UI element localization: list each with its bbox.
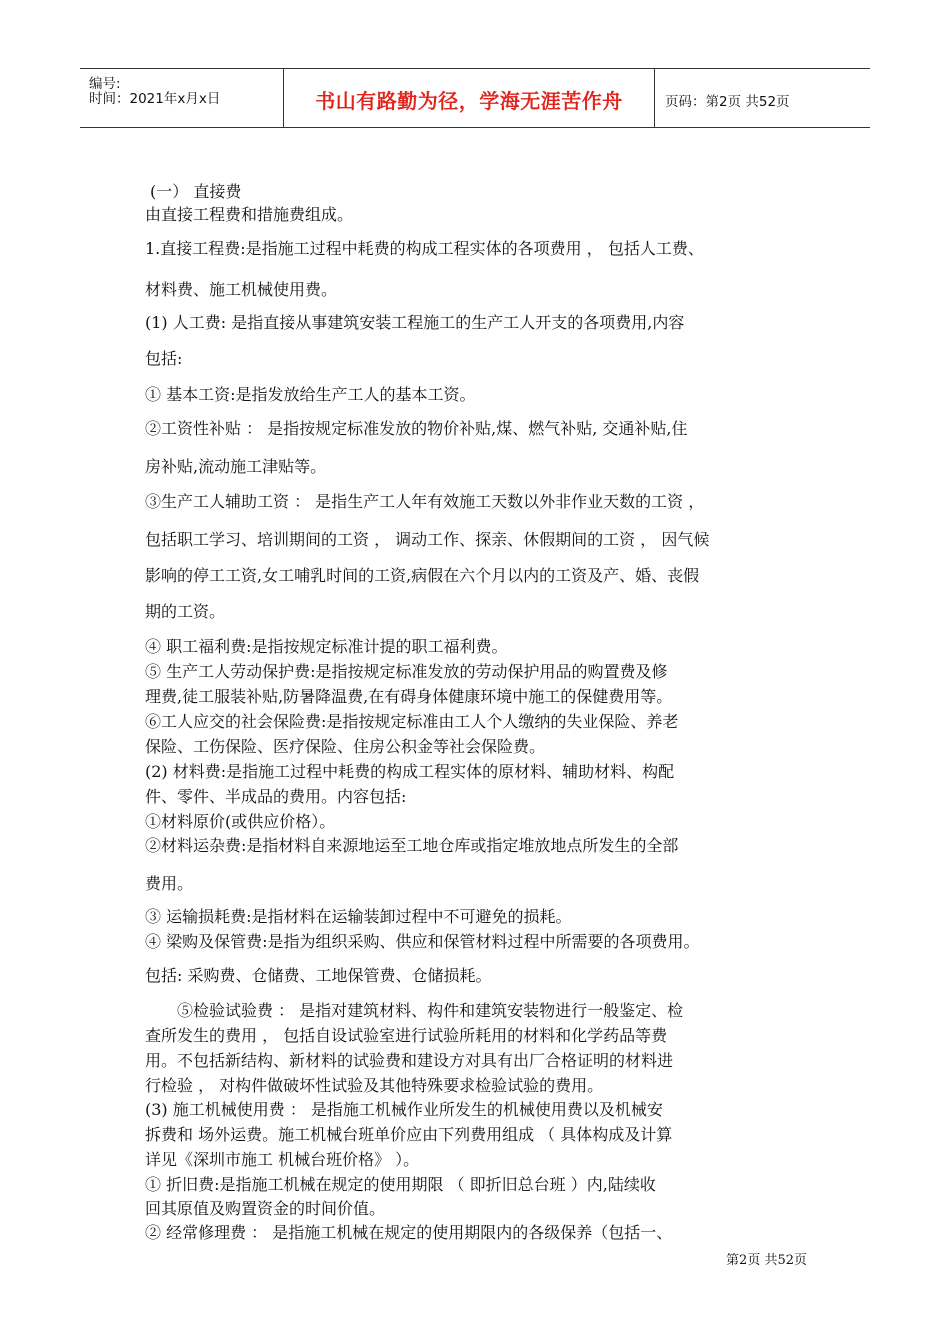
paragraph-line: (1) 人工费: 是指直接从事建筑安装工程施工的生产工人开支的各项费用,内容 [145,313,685,332]
paragraph-line: 包括: [145,349,183,368]
paragraph-line: ③ 运输损耗费:是指材料在运输装卸过程中不可避免的损耗。 [145,907,572,926]
paragraph-line: 用。不包括新结构、新材料的试验费和建设方对具有出厂合格证明的材料进 [145,1051,674,1070]
page-header [80,68,870,128]
paragraph-line: ④ 职工福利费:是指按规定标准计提的职工福利费。 [145,637,508,656]
paragraph-line: ⑤ 生产工人劳动保护费:是指按规定标准发放的劳动保护用品的购置费及修 [145,662,668,681]
paragraph-line: 1.直接工程费:是指施工过程中耗费的构成工程实体的各项费用 ， 包括人工费、 [145,239,704,258]
header-motto: 书山有路勤为径，学海无涯苦作舟 [315,89,623,113]
header-info-cell [80,69,283,127]
paragraph-line: ②工资性补贴 ： 是指按规定标准发放的物价补贴,煤、燃气补贴, 交通补贴,住 [145,419,688,438]
paragraph-line: 材料费、施工机械使用费。 [145,280,338,299]
paragraph-line: ②材料运杂费:是指材料自来源地运至工地仓库或指定堆放地点所发生的全部 [145,836,679,855]
paragraph-line: (3) 施工机械使用费 ： 是指施工机械作业所发生的机械使用费以及机械安 [145,1100,663,1119]
document-time-label: 时间：2021年x月x日 [89,91,221,107]
paragraph-line: 件、零件、半成品的费用。内容包括: [145,787,407,806]
paragraph-line: 回其原值及购置资金的时间价值。 [145,1199,386,1218]
paragraph-line: 由直接工程费和措施费组成。 [145,205,354,224]
paragraph-line: ⑤检验试验费 ： 是指对建筑材料、构件和建筑安装物进行一般鉴定、检 [177,1001,684,1020]
paragraph-line: ② 经常修理费 ： 是指施工机械在规定的使用期限内的各级保养（包括一、 [145,1223,673,1242]
paragraph-line: 房补贴,流动施工津贴等。 [145,457,327,476]
paragraph-line: 费用。 [145,874,194,893]
paragraph-line: ⑥工人应交的社会保险费:是指按规定标准由工人个人缴纳的失业保险、养老 [145,712,679,731]
paragraph-line: 理费,徒工服装补贴,防暑降温费,在有碍身体健康环境中施工的保健费用等。 [145,687,673,706]
paragraph-line: 行检验 ， 对构件做破坏性试验及其他特殊要求检验试验的费用。 [145,1076,604,1095]
document-number-label: 编号: [89,76,121,92]
section-heading: (一） 直接费 [150,182,242,201]
header-page-number: 页码：第2页 共52页 [665,94,790,110]
paragraph-line: 期的工资。 [145,602,226,621]
paragraph-line: ① 基本工资:是指发放给生产工人的基本工资。 [145,385,476,404]
paragraph-line: ③生产工人辅助工资 ： 是指生产工人年有效施工天数以外非作业天数的工资 ， [145,492,705,511]
paragraph-line: 详见《深圳市施工 机械台班价格》 ）。 [145,1150,420,1169]
paragraph-line: 保险、工伤保险、医疗保险、住房公积金等社会保险费。 [145,737,546,756]
paragraph-line: 包括: 采购费、仓储费、工地保管费、仓储损耗。 [145,966,492,985]
page-footer-number: 第2页 共52页 [726,1253,807,1268]
paragraph-line: ④ 梁购及保管费:是指为组织采购、供应和保管材料过程中所需要的各项费用。 [145,932,700,951]
paragraph-line: 查所发生的费用 ， 包括自设试验室进行试验所耗用的材料和化学药品等费 [145,1026,668,1045]
header-motto-cell [283,69,655,127]
paragraph-line: (2) 材料费:是指施工过程中耗费的构成工程实体的原材料、辅助材料、构配 [145,762,675,781]
paragraph-line: 包括职工学习、培训期间的工资 ， 调动工作、探亲、休假期间的工资 ， 因气候 [145,530,710,549]
paragraph-line: 拆费和 场外运费。施工机械台班单价应由下列费用组成 （ 具体构成及计算 [145,1125,673,1144]
paragraph-line: 影响的停工工资,女工哺乳时间的工资,病假在六个月以内的工资及产、婚、丧假 [145,566,700,585]
header-page-cell [655,69,870,127]
paragraph-line: ①材料原价(或供应价格）。 [145,812,336,831]
paragraph-line: ① 折旧费:是指施工机械在规定的使用期限 （ 即折旧总台班 ）内,陆续收 [145,1175,656,1194]
